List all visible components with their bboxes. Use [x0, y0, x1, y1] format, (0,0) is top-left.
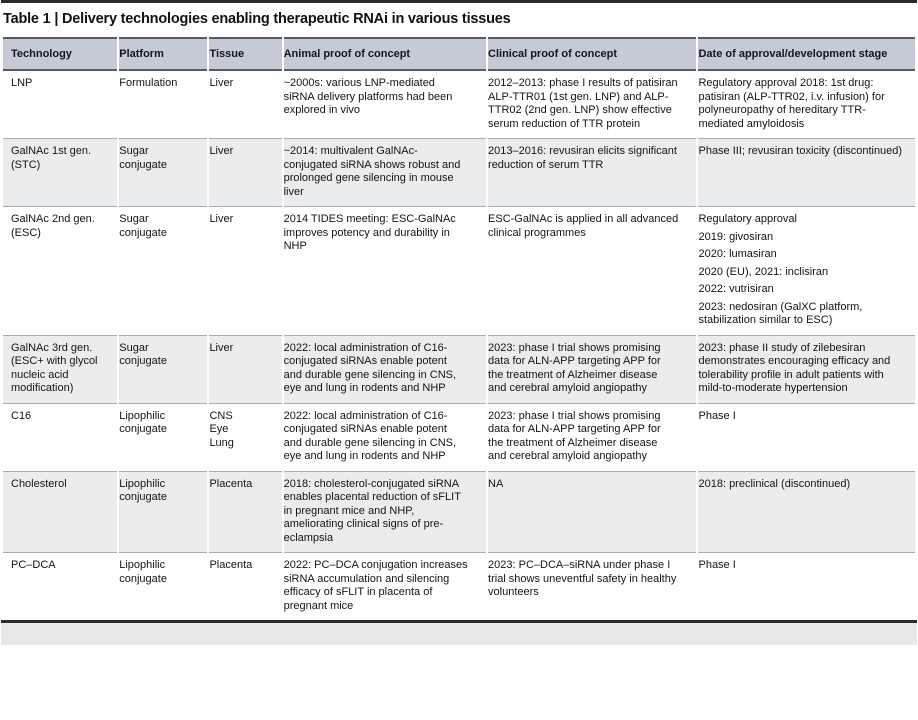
cell-clinical-poc: 2012–2013: phase I results of patisiran ALP-TTR01 (1st gen. LNP) and ALP-TTR02 (2nd gen. LNP) show effective serum reduction of TTR protein — [488, 77, 678, 130]
cell-line: Liver — [209, 341, 234, 354]
truncated-next-row-strip — [1, 623, 917, 645]
cell-clinical-poc: 2013–2016: revusiran elicits significant reduction of serum TTR — [488, 138, 696, 206]
cell-platform: Sugar conjugate — [119, 138, 207, 206]
header-row — [3, 37, 915, 71]
cell-tissue — [209, 403, 281, 471]
cell-technology: C16 — [3, 403, 117, 471]
cell-technology: GalNAc 2nd gen. (ESC) — [3, 206, 117, 335]
column-header-platform: Platform — [119, 37, 207, 71]
cell-technology: GalNAc 3rd gen. (ESC+ with glycol nucleic acid modification) — [3, 335, 117, 403]
cell-tissue — [209, 138, 281, 206]
cell-platform: Formulation — [119, 77, 178, 89]
cell-stage — [698, 552, 915, 620]
cell-line: Placenta — [209, 559, 253, 571]
cell-platform: Lipophilic conjugate — [119, 471, 207, 553]
cell-stage — [698, 138, 915, 206]
cell-line: Lung — [209, 436, 234, 449]
cell-tissue — [209, 471, 281, 553]
cell-line: 2019: givosiran — [698, 230, 774, 243]
table-row — [3, 71, 915, 138]
table-title: Table 1 | Delivery technologies enabling therapeutic RNAi in various tissues — [3, 11, 511, 27]
cell-stage — [698, 335, 915, 403]
cell-line: 2022: vutrisiran — [698, 283, 774, 295]
cell-tissue — [209, 335, 281, 403]
cell-line: Placenta — [209, 477, 253, 490]
cell-animal-poc: ~2000s: various LNP-mediated siRNA delivery platforms had been explored in vivo — [283, 77, 453, 116]
table-row — [3, 138, 915, 206]
table-body — [3, 71, 915, 620]
cell-line: 2020: lumasiran — [698, 248, 777, 260]
cell-line: 2023: phase II study of zilebesiran demonstrates encouraging efficacy and tolerability profile in adult patients with mild-to-moderate hypertension — [698, 341, 891, 394]
cell-clinical-poc: NA — [488, 471, 696, 553]
delivery-technologies-table — [1, 37, 917, 620]
cell-clinical-poc: ESC-GalNAc is applied in all advanced clinical programmes — [488, 206, 696, 335]
cell-line: 2023: nedosiran (GalXC platform, stabilization similar to ESC) — [698, 300, 863, 326]
table-row — [3, 206, 915, 335]
cell-technology: LNP — [11, 77, 33, 89]
cell-animal-poc: ~2014: multivalent GalNAc-conjugated siRNA shows robust and prolonged gene silencing in mouse liver — [284, 138, 486, 206]
cell-line: Phase I — [698, 409, 736, 422]
cell-tissue — [209, 552, 281, 620]
column-header-clinical-proof: Clinical proof of concept — [488, 37, 696, 71]
cell-animal-poc: 2022: PC–DCA conjugation increases siRNA accumulation and silencing efficacy of sFLIT in placenta of pregnant mice — [284, 552, 486, 620]
cell-platform: Lipophilic conjugate — [119, 403, 207, 471]
column-header-approval-stage: Date of approval/development stage — [698, 37, 915, 71]
cell-line: Phase I — [698, 559, 736, 571]
cell-line: Eye — [209, 423, 229, 435]
cell-technology: PC–DCA — [3, 552, 117, 620]
cell-stage — [698, 403, 915, 471]
cell-line: Regulatory approval — [698, 213, 797, 225]
table-row — [3, 552, 915, 620]
cell-line: Regulatory approval 2018: 1st drug: patisiran (ALP-TTR02, i.v. infusion) for polyneuropathy of hereditary TTR-mediated amyloidosis — [698, 77, 885, 130]
cell-line: Liver — [209, 213, 234, 225]
cell-technology: Cholesterol — [3, 471, 117, 553]
cell-technology: GalNAc 1st gen. (STC) — [3, 138, 117, 206]
cell-stage — [698, 71, 915, 138]
cell-line: Liver — [209, 77, 234, 89]
cell-stage — [698, 471, 915, 553]
cell-clinical-poc: 2023: PC–DCA–siRNA under phase I trial shows uneventful safety in healthy volunteers — [488, 552, 696, 620]
cell-platform: Sugar conjugate — [119, 335, 207, 403]
column-header-technology: Technology — [3, 37, 117, 71]
cell-platform: Sugar conjugate — [119, 206, 207, 335]
cell-animal-poc: 2018: cholesterol-conjugated siRNA enables placental reduction of sFLIT in pregnant mice and NHP, ameliorating clinical signs of pre-eclampsia — [284, 471, 486, 553]
cell-line: Phase III; revusiran toxicity (discontinued) — [698, 145, 903, 157]
cell-clinical-poc: 2023: phase I trial shows promising data for ALN-APP targeting APP for the treatment of Alzheimer disease and cerebral amyloid angiopathy — [488, 403, 696, 471]
cell-platform: Lipophilic conjugate — [119, 552, 207, 620]
cell-animal-poc: 2022: local administration of C16-conjugated siRNAs enable potent and durable gene silencing in CNS, eye and lung in rodents and NHP — [284, 335, 486, 403]
column-header-tissue: Tissue — [209, 37, 281, 71]
cell-stage — [698, 206, 915, 335]
cell-tissue — [209, 71, 281, 138]
cell-clinical-poc: 2023: phase I trial shows promising data for ALN-APP targeting APP for the treatment of Alzheimer disease and cerebral amyloid angiopathy — [488, 335, 696, 403]
cell-line: 2018: preclinical (discontinued) — [698, 477, 851, 490]
cell-animal-poc: 2014 TIDES meeting: ESC-GalNAc improves potency and durability in NHP — [284, 206, 486, 335]
table-row — [3, 471, 915, 553]
table-header — [3, 37, 915, 71]
cell-line: 2020 (EU), 2021: inclisiran — [698, 265, 829, 278]
cell-tissue — [209, 206, 281, 335]
table-row — [3, 335, 915, 403]
table-row — [3, 403, 915, 471]
cell-animal-poc: 2022: local administration of C16-conjugated siRNAs enable potent and durable gene silencing in CNS, eye and lung in rodents and NHP — [284, 403, 486, 471]
cell-line: CNS — [209, 409, 233, 422]
cell-line: Liver — [209, 145, 234, 157]
column-header-animal-proof: Animal proof of concept — [284, 37, 486, 71]
